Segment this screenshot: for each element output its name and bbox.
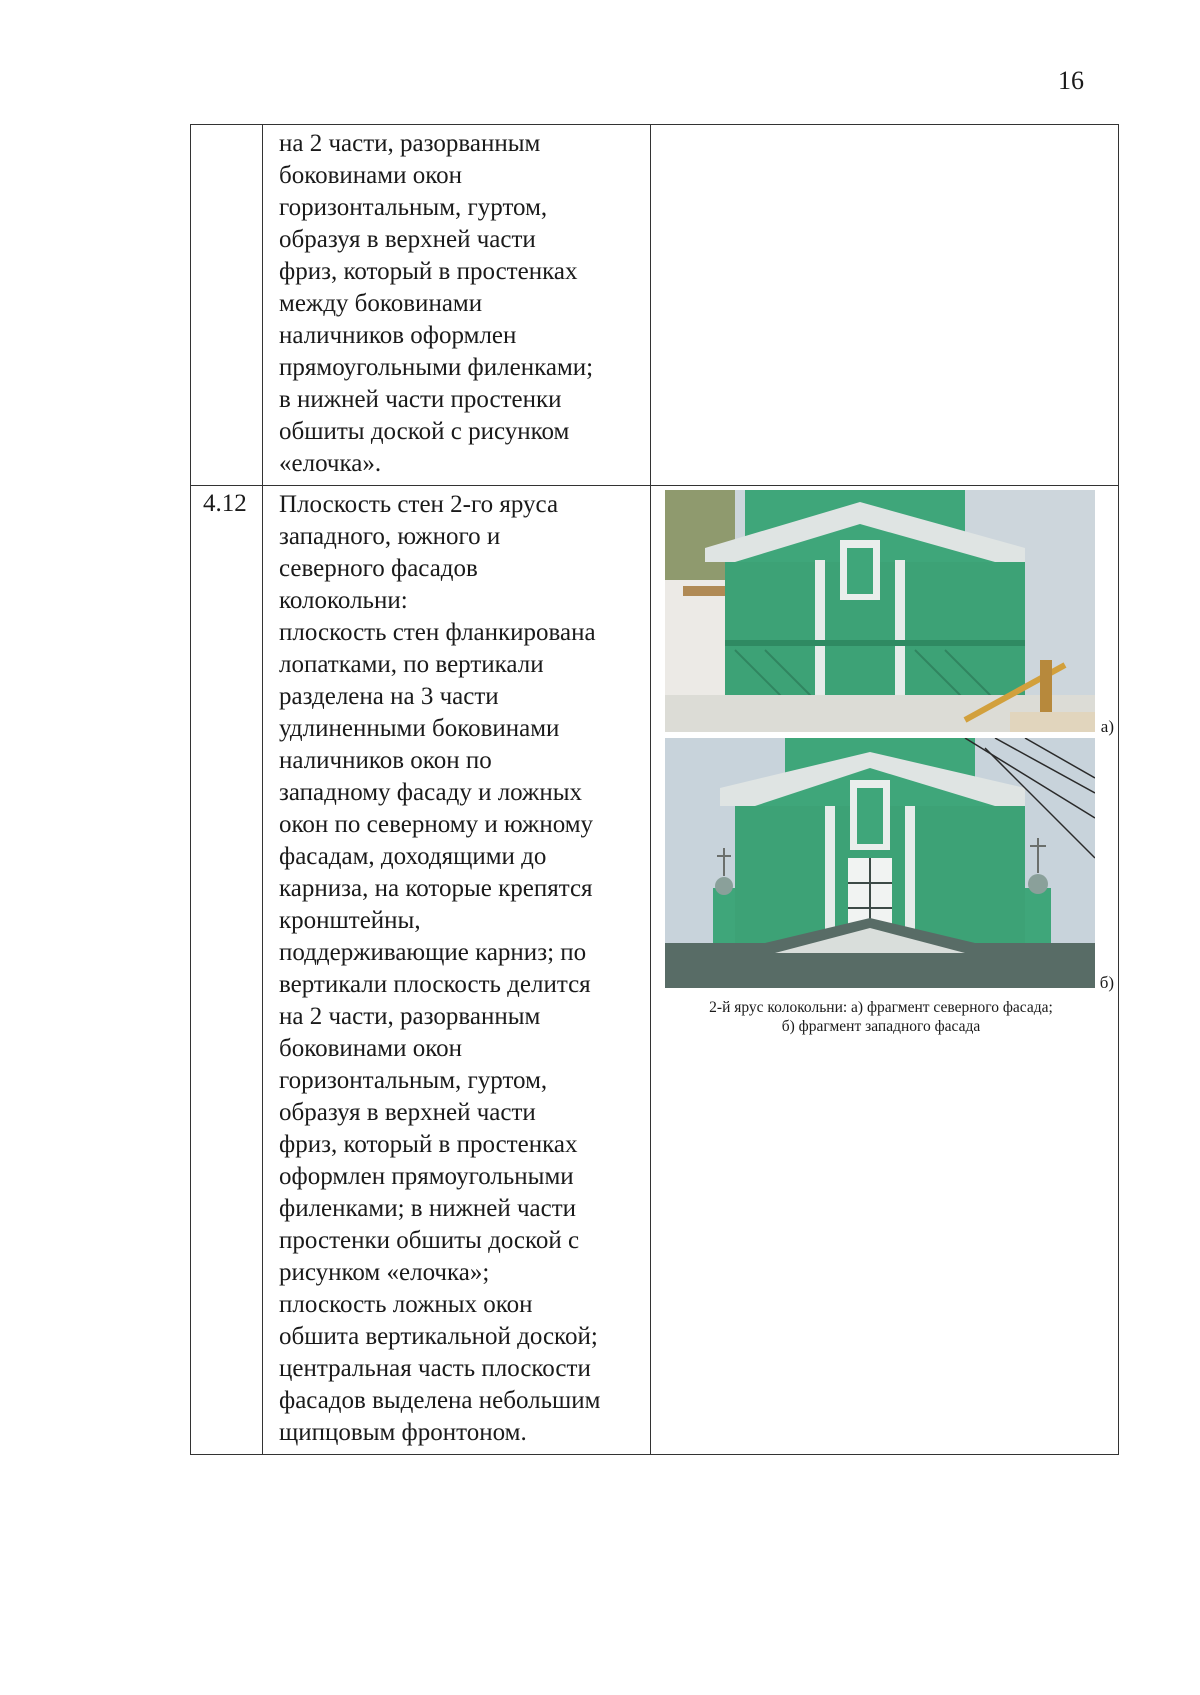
illustration-cell [651, 125, 1119, 486]
row-number-cell [191, 486, 263, 1455]
table-row [191, 125, 1119, 486]
photo-label-a: а) [1100, 717, 1114, 736]
description-text: Плоскость стен 2-го яруса западного, южного и северного фасадов колокольни: плоскость стен фланкирована лопатками, по вертикали разделена на 3 части удлиненными боковинами наличников окон по западному фасаду и ложных окон по северному и южному фасадам, доходящими до карниза, на которые крепятся кронштейны, поддерживающие карниз; по вертикали плоскость делится на 2 части, разорванным боковинами окон горизонтальным, гуртом, образуя в верхней части фриз, который в простенках оформлен прямоугольными филенками; в нижней части простенки обшиты доской с рисунком «елочка»; плоскость ложных окон обшита вертикальной доской; центральная часть плоскости фасадов выделена небольшим щипцовым фронтоном. [279, 491, 601, 1446]
photo-west-facade [665, 738, 1114, 992]
description-text: на 2 части, разорванным боковинами окон горизонтальным, гуртом, образуя в верхней части фриз, который в простенках между боковинами наличников оформлен прямоугольными филенками; в нижней части простенки обшиты доской с рисунком «елочка». [279, 130, 594, 477]
photo-north-facade [665, 490, 1114, 736]
row-number: 4.12 [203, 490, 247, 517]
table-row [191, 486, 1119, 1455]
photo-label-b: б) [1099, 973, 1114, 992]
illustration-cell [651, 486, 1119, 1455]
description-table [190, 124, 1119, 1455]
bell-tower-north-facade-photo [665, 490, 1095, 732]
description-cell [263, 125, 651, 486]
description-cell [263, 486, 651, 1455]
page-number: 16 [1058, 66, 1084, 95]
row-number [191, 125, 262, 127]
row-number-cell [191, 125, 263, 486]
bell-tower-west-facade-photo [665, 738, 1095, 988]
figure-caption: 2-й ярус колокольни: а) фрагмент северного фасада; б) фрагмент западного фасада [709, 999, 1053, 1035]
